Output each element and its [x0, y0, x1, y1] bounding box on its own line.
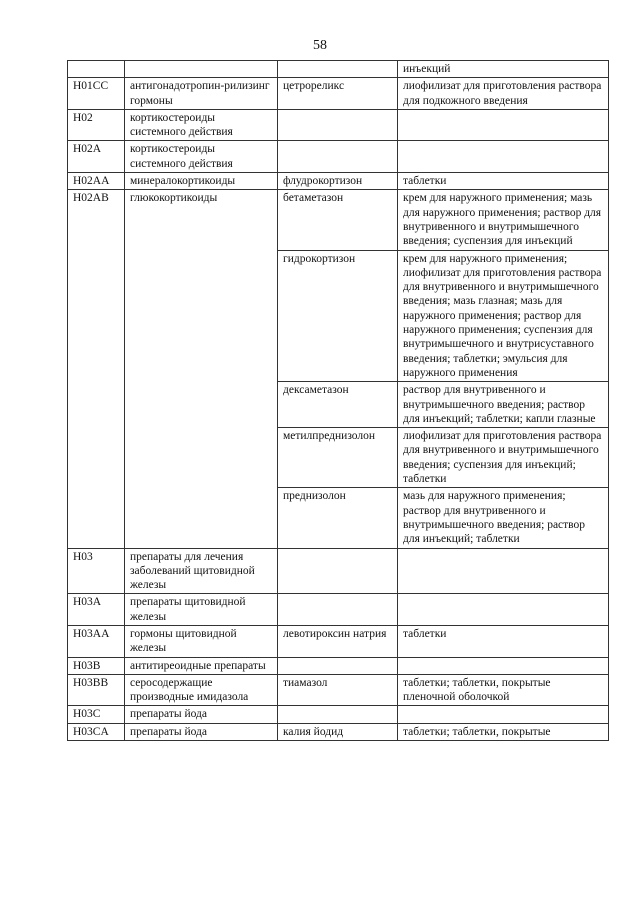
drug-cell [278, 61, 398, 78]
form-cell: таблетки [398, 173, 609, 190]
table-row [68, 625, 609, 657]
form-cell: раствор для внутривенного и внутримышечного введения; раствор для инъекций; таблетки; капли глазные [398, 382, 609, 428]
drug-cell: преднизолон [278, 488, 398, 548]
code-cell: H01CC [68, 78, 125, 110]
form-cell [398, 657, 609, 674]
form-cell [398, 706, 609, 723]
group-cell: антитиреоидные препараты [125, 657, 278, 674]
code-cell: H03CA [68, 723, 125, 740]
form-cell: таблетки; таблетки, покрытые [398, 723, 609, 740]
group-cell: препараты щитовидной железы [125, 594, 278, 626]
drug-cell [278, 657, 398, 674]
drug-cell: гидрокортизон [278, 250, 398, 382]
form-cell [398, 109, 609, 141]
page-number: 58 [313, 38, 327, 53]
form-cell: лиофилизат для приготовления раствора для подкожного введения [398, 78, 609, 110]
code-cell: H02A [68, 141, 125, 173]
form-cell [398, 141, 609, 173]
group-cell: препараты йода [125, 706, 278, 723]
table-row [68, 141, 609, 173]
table-row [68, 190, 609, 250]
code-cell: H03AA [68, 625, 125, 657]
form-cell: таблетки; таблетки, покрытые пленочной оболочкой [398, 674, 609, 706]
drug-table [67, 60, 609, 741]
drug-cell: левотироксин натрия [278, 625, 398, 657]
group-cell: кортикостероиды системного действия [125, 141, 278, 173]
drug-cell: тиамазол [278, 674, 398, 706]
drug-cell: калия йодид [278, 723, 398, 740]
drug-cell: дексаметазон [278, 382, 398, 428]
table-row [68, 594, 609, 626]
form-cell: крем для наружного применения; лиофилизат для приготовления раствора для внутривенного и внутримышечного введения; мазь глазная; мазь для наружного применения; раствор для наружного применения; суспензия для внутримышечного и внутрисуставного введения; таблетки; эмульсия для наружного применения [398, 250, 609, 382]
code-cell: H03B [68, 657, 125, 674]
group-cell: гормоны щитовидной железы [125, 625, 278, 657]
code-cell [68, 61, 125, 78]
form-cell: лиофилизат для приготовления раствора для внутривенного и внутримышечного введения; суспензия для инъекций; таблетки [398, 428, 609, 488]
drug-cell: цетрореликс [278, 78, 398, 110]
code-cell: H03 [68, 548, 125, 594]
table-row [68, 657, 609, 674]
drug-cell [278, 141, 398, 173]
drug-cell [278, 706, 398, 723]
group-cell: серосодержащие производные имидазола [125, 674, 278, 706]
drug-cell [278, 548, 398, 594]
drug-cell: бетаметазон [278, 190, 398, 250]
form-cell: таблетки [398, 625, 609, 657]
drug-cell [278, 594, 398, 626]
group-cell: антигонадотропин-рилизинг гормоны [125, 78, 278, 110]
group-cell: кортикостероиды системного действия [125, 109, 278, 141]
code-cell: H03A [68, 594, 125, 626]
group-cell: глюкокортикоиды [125, 190, 278, 548]
group-cell [125, 61, 278, 78]
table-row [68, 674, 609, 706]
table-row [68, 706, 609, 723]
table-row [68, 173, 609, 190]
code-cell: H02AB [68, 190, 125, 548]
form-cell [398, 594, 609, 626]
group-cell: препараты для лечения заболеваний щитовидной железы [125, 548, 278, 594]
form-cell: мазь для наружного применения; раствор для внутривенного и внутримышечного введения; раствор для инъекций; таблетки [398, 488, 609, 548]
code-cell: H02 [68, 109, 125, 141]
table-row [68, 78, 609, 110]
table-row [68, 109, 609, 141]
table-row [68, 61, 609, 78]
form-cell: крем для наружного применения; мазь для наружного применения; раствор для внутривенного и внутримышечного введения; суспензия для инъекций [398, 190, 609, 250]
drug-cell: флудрокортизон [278, 173, 398, 190]
drug-cell [278, 109, 398, 141]
code-cell: H02AA [68, 173, 125, 190]
form-cell [398, 548, 609, 594]
group-cell: минералокортикоиды [125, 173, 278, 190]
table-row [68, 723, 609, 740]
code-cell: H03C [68, 706, 125, 723]
group-cell: препараты йода [125, 723, 278, 740]
table-row [68, 548, 609, 594]
form-cell: инъекций [398, 61, 609, 78]
drug-cell: метилпреднизолон [278, 428, 398, 488]
code-cell: H03BB [68, 674, 125, 706]
